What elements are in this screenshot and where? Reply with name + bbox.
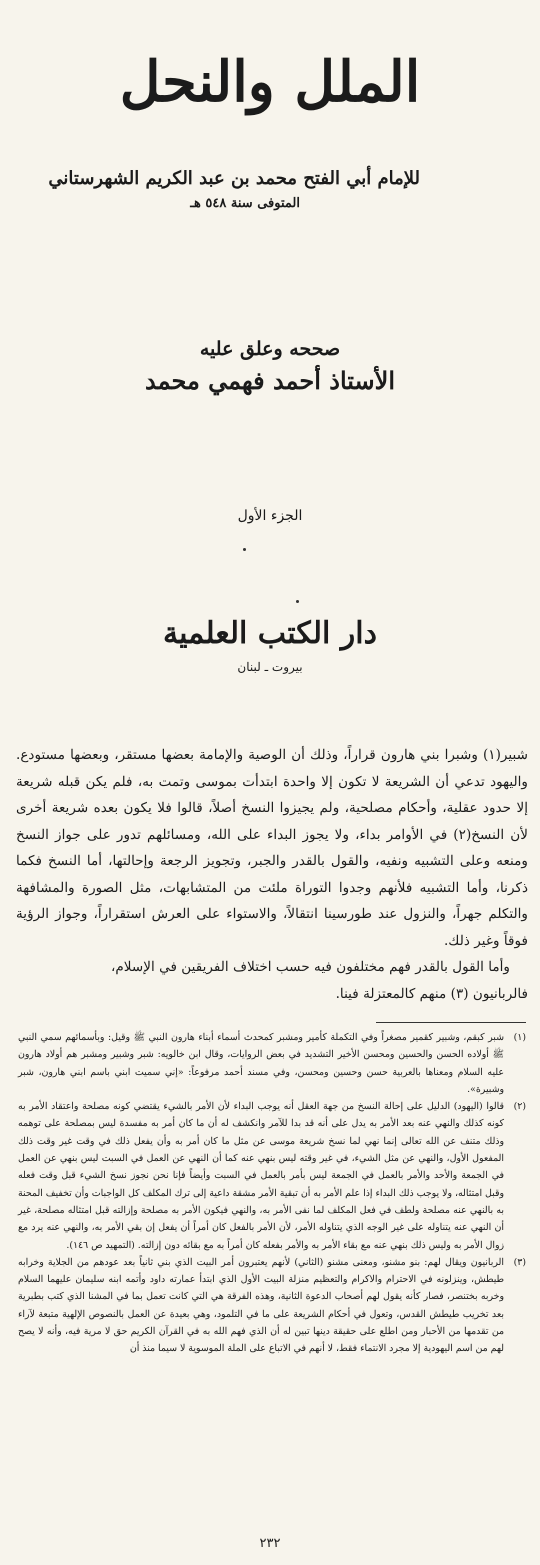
- publisher-name: دار الكتب العلمية: [163, 616, 377, 651]
- volume-label: الجزء الأول: [237, 508, 303, 524]
- footnote-text: شبر كبقم، وشبير كقمير مصغراً وفي التكملة كأمير ومشبر كمحدث أسماء أبناء هارون النبي ﷺ وقيل: وبأسمائهم سمي النبي ﷺ أولاده الحسن والحسين ومحسن الأخير التشديد في بعض الروايات، وقال ابن خالويه: شبر وشبير ومشبر هم أولاد هارون عليه السلام ومعناها بالعربية حسن وحسين ومحسن، وفي مسند أحمد مرفوعاً: «إني سميت ابني باسم ابني هارون، شبر وشبيرة».: [18, 1032, 504, 1095]
- footnote-number: (١): [513, 1032, 526, 1043]
- author-line: للإمام أبي الفتح محمد بن عبد الكريم الشهرستاني: [48, 168, 420, 189]
- footnote-number: (٢): [513, 1101, 526, 1113]
- page-number: ٢٣٢: [259, 1536, 281, 1551]
- paragraph: وأما القول بالقدر فهم مختلفون فيه حسب اختلاف الفريقين في الإسلام،: [111, 959, 510, 975]
- ink-dot: [296, 600, 299, 603]
- paragraph: شبير(١) وشبرا بني هارون قراراً، وذلك أن الوصية والإمامة بعضها مستقر، وبعضها مستودع. واليهود تدعي أن الشريعة لا تكون إلا واحدة ابتدأت بموسى وتمت به، فلم يكن قبله شريعة إلا حدود عقلية، وأحكام مصلحية، ولم يجيزوا النسخ أصلاً، قالوا فلا يكون بعده شريعة أخرى لأن النسخ(٢) في الأوامر بداء، ولا يجوز البداء على الله، ومسائلهم تدور على جواز النسخ ومنعه وعلى التشبيه ونفيه، والقول بالقدر والجبر، وتجويز الرجعة وإحالتها، أما النسخ فكما ذكرنا، وأما التشبيه فلأنهم وجدوا التوراة ملئت من المتشابهات، مثل الصورة والمشافهة والتكلم جهراً، والنزول عند طورسينا انتقالاً، والاستواء على العرش استقراراً، وجواز الرؤية فوقاً وغير ذلك.: [16, 747, 528, 949]
- footnotes: [18, 1022, 526, 1358]
- footnote-text: الربانيون ويقال لهم: بنو مشنو، ومعنى مشنو (الثاني) لأنهم يعتبرون أمر البيت الذي بني ثانياً بعد عودهم من الجلاية وخرابه طيطش، وينزلونه في الاحترام والاكرام والتعظيم منزلة البيت الأول الذي ابتدأ عمارته داود وأتمه ابنه سليمان عليهما السلام وخربه بختنصر، فصار كأنه يقول لهم أصحاب الدعوة الثانية، وهذه الفرقة هي التي كانت تعمل بما في المشنا الذي كتب بطبرية بعد تخريب طيطش القدس، وتعول في أحكام الشريعة على ما في التلمود، وهي بعيدة عن العمل بالنصوص الإلهية متبعة لآراء من تقدمها من الأحبار ومن اطلع على حقيقة دينها تبين له أن الذي فهم الله به في القرآن الكريم حق لا مرية فيه، وأنه لا يصح لهم من اسم اليهودية إلا مجرد الانتماء فقط، لا أنهم في الاتباع على الملة الموسوية لا سيما منذ أن: [18, 1256, 504, 1355]
- footnote-text: قالوا (اليهود) الدليل على إحالة النسخ من جهة العقل أنه يوجب البداء لأن الأمر بالشيء يقتضي كونه مصلحة واعتقاد الأمر به كونه كذلك والنهي عنه بعد الأمر به يدل على أنه قد بدا للآمر وانكشف له أن ما كان أمر به مفسدة ليس بمصلحة على توهمه وذلك متنف عن الله تعالى إنما نهي لما نسخ شريعة موسى عن مثل ما كان أمر به وأن يفعل ذلك في وقت غير وقت ذلك المفعول الأول، والنهي عن مثل الشيء، في غير وقته ليس بنهي عنه كما أن النهي عن العمل في السبت ليس بنهي عن العمل في الجمعة والأحد والأمر بالعمل في الجمعة ليس بأمر بالعمل في السبت وأيضاً فإنا نحن نجوز نسخ الشيء قبل وقت فعله وقبل امتثاله، ولا يوجب ذلك البداء إذا علم الأمر به أن تبقية الأمر مشقة داعية إلى ترك المكلف كل الواجبات وأن تخفيف المحنة به بالنهي عنه مصلحة ولطف في فعل المكلف لما نفى الأمر به، والنهي فيكون الأمر به مصلحة وإزالته قبل امتثاله مصلحة، غير أن النهي عنه يتناوله على غير الوجه الذي يتناوله الأمر، لأن الأمر بالفعل كان أمراً أن يفعل إن بقي الأمر به، والنهي عنه يرد مع زوال الأمر به وليس ذلك بنهي عنه مع بقاء الأمر به والأمر بفعله كان أمراً به مع بقائه دون إزالته. (التمهيد ص ١٤٦).: [18, 1101, 504, 1251]
- footnote-rule: [376, 1022, 526, 1023]
- ink-dot: [243, 548, 246, 551]
- book-title: الملل والنحل: [119, 49, 421, 115]
- footnote-number: (٣): [513, 1256, 526, 1268]
- footnote: [18, 1254, 526, 1358]
- paragraph: فالربانيون (٣) منهم كالمعتزلة فينا.: [335, 985, 528, 1002]
- footnote: [18, 1029, 526, 1098]
- death-year: المتوفى سنة ٥٤٨ هـ: [190, 196, 300, 211]
- main-text: [16, 742, 528, 1007]
- footnote: [18, 1098, 526, 1254]
- editor-name: الأستاذ أحمد فهمي محمد: [145, 366, 395, 395]
- editor-caption: صححه وعلق عليه: [199, 338, 341, 360]
- publisher-place: بيروت ـ لبنان: [237, 660, 303, 674]
